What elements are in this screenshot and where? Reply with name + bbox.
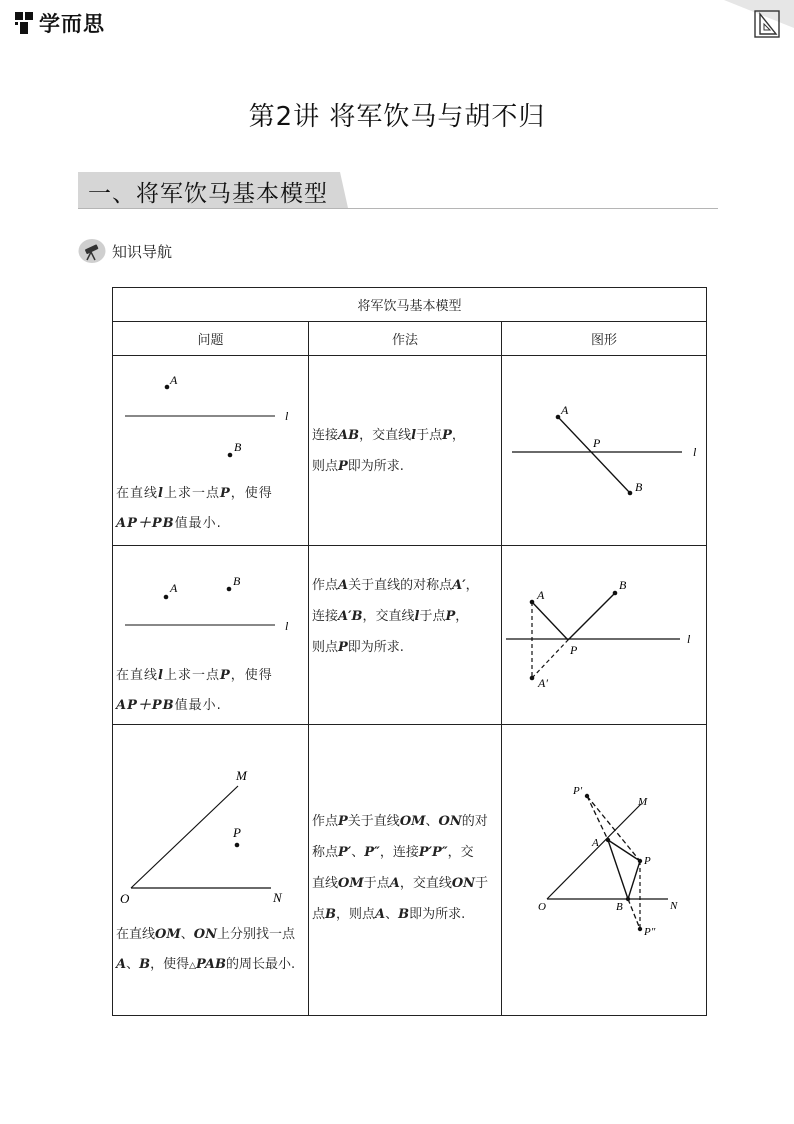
label-p-double-prime: P″	[644, 926, 656, 938]
label-b: B	[233, 574, 241, 588]
label-b: B	[234, 440, 242, 454]
figure-cell	[502, 546, 707, 725]
method-text: 作点A关于直线的对称点A′， 连接A′B，交直线l于点P， 则点P即为所求.	[312, 578, 479, 655]
label-p: P	[570, 643, 578, 657]
knowledge-nav	[78, 238, 172, 264]
figure-cell	[502, 725, 707, 1016]
label-a-prime: A′	[538, 676, 548, 690]
telescope-icon	[78, 238, 106, 264]
column-header-problem: 问题	[113, 322, 309, 356]
column-header-method: 作法	[309, 322, 502, 356]
page-title: 第2讲 将军饮马与胡不归	[248, 102, 546, 132]
column-header-figure: 图形	[502, 322, 707, 356]
label-l: l	[687, 632, 691, 646]
method-cell	[309, 356, 502, 546]
method-text: 作点P关于直线OM、ON的对 称点P′、P″，连接P′P″，交 直线OM于点A，交直线ON于 点B，则点A、B即为所求.	[312, 814, 489, 922]
section-banner	[78, 172, 718, 210]
label-a: A	[592, 837, 599, 849]
problem-cell	[113, 546, 309, 725]
problem-text: 在直线OM、ON上分别找一点 A、B，使得△PAB的周长最小.	[116, 927, 296, 972]
problem-figure-3	[113, 725, 309, 915]
label-o: O	[120, 891, 130, 906]
label-a: A	[170, 373, 178, 387]
result-figure-2	[502, 546, 707, 724]
ruler-icon	[754, 10, 780, 38]
label-a: A	[561, 403, 569, 417]
label-p: P	[644, 855, 651, 867]
figure-cell	[502, 356, 707, 546]
knowledge-nav-label: 知识导航	[112, 242, 173, 261]
label-n: N	[670, 900, 678, 912]
method-cell	[309, 546, 502, 725]
table-row	[113, 725, 707, 1016]
method-text: 连接AB，交直线l于点P， 则点P即为所求.	[312, 428, 465, 474]
label-l: l	[285, 619, 289, 633]
table-row	[113, 546, 707, 725]
model-table	[112, 287, 707, 1016]
label-l: l	[693, 445, 697, 459]
label-n: N	[273, 890, 282, 905]
problem-cell	[113, 725, 309, 1016]
table-row	[113, 356, 707, 546]
label-b: B	[616, 901, 623, 913]
label-a: A	[537, 588, 545, 602]
label-m: M	[638, 796, 648, 808]
method-cell	[309, 725, 502, 1016]
label-p-prime: P′	[573, 785, 583, 797]
section-title: 一、将军饮马基本模型	[88, 181, 328, 207]
label-a: A	[170, 581, 178, 595]
label-m: M	[236, 768, 247, 783]
label-b: B	[635, 480, 643, 494]
problem-cell	[113, 356, 309, 546]
result-figure-3	[502, 725, 707, 1015]
logo-text: 学而思	[39, 12, 105, 36]
label-b: B	[619, 578, 627, 592]
label-p: P	[233, 825, 241, 840]
problem-text: 在直线l上求一点P，使得 AP＋PB值最小.	[116, 668, 273, 713]
problem-text: 在直线l上求一点P，使得 AP＋PB值最小.	[116, 486, 273, 531]
label-p: P	[593, 436, 601, 450]
brand-logo	[14, 8, 105, 38]
label-o: O	[538, 901, 546, 913]
logo-icon	[14, 11, 36, 35]
corner-decoration	[704, 0, 794, 40]
problem-figure-1	[113, 356, 309, 486]
label-l: l	[285, 409, 289, 423]
result-figure-1	[502, 356, 707, 545]
table-caption: 将军饮马基本模型	[113, 288, 707, 322]
problem-figure-2	[113, 546, 309, 661]
